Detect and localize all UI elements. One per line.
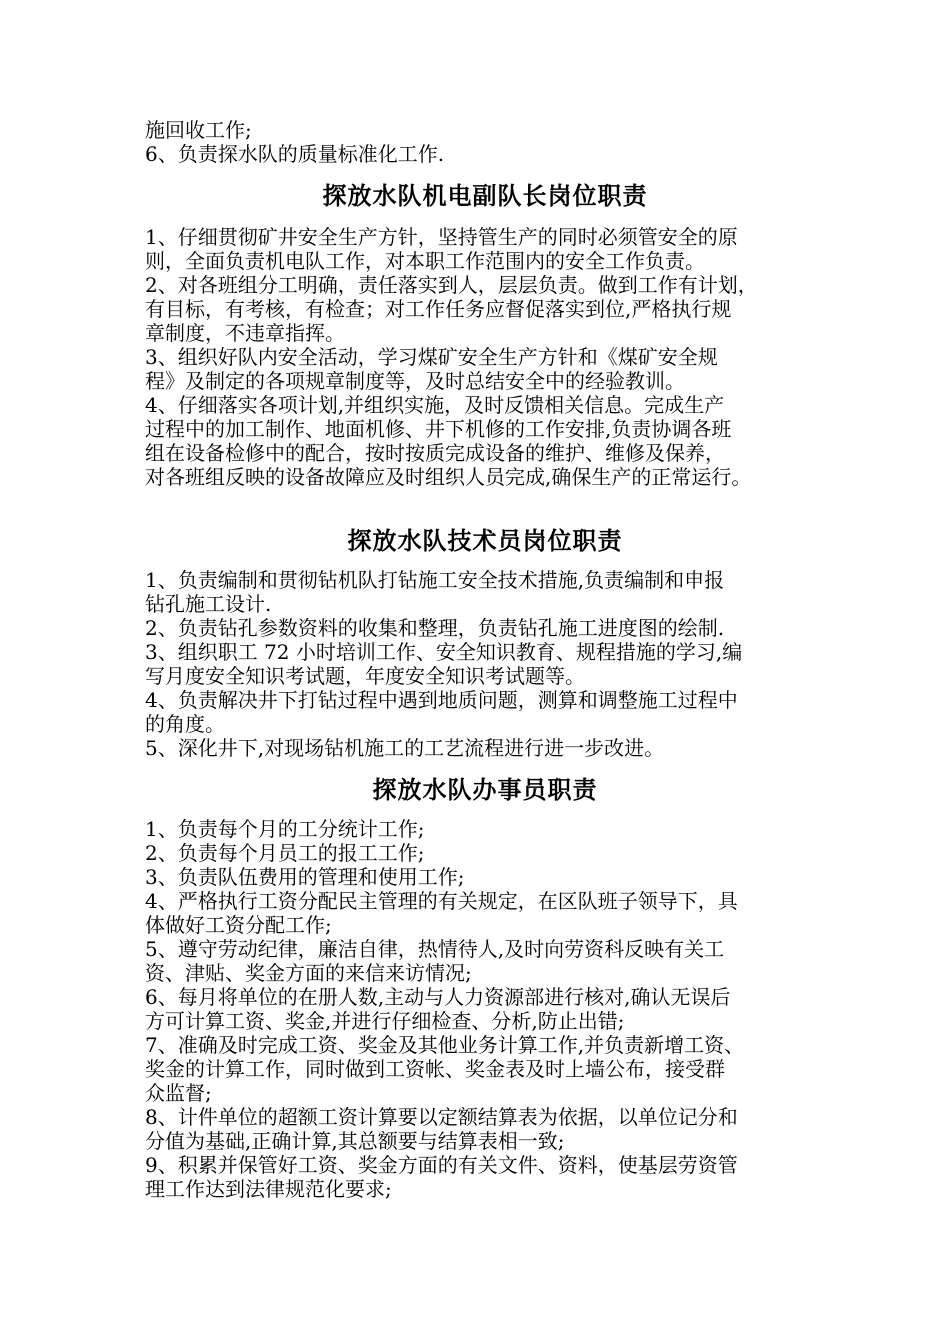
paragraph-line: 组在设备检修中的配合，按时按质完成设备的维护、维修及保养， xyxy=(145,441,725,465)
paragraph-line: 2、负责每个月员工的报工工作; xyxy=(145,841,425,865)
section-body xyxy=(145,225,825,489)
section-title: 探放水队机电副队长岗位职责 xyxy=(322,181,648,210)
paragraph-line: 7、准确及时完成工资、奖金及其他业务计算工作,并负责新增工资、 xyxy=(145,1033,745,1057)
paragraph-line: 5、遵守劳动纪律，廉洁自律，热情待人,及时向劳资科反映有关工 xyxy=(145,937,725,961)
paragraph-line: 3、组织好队内安全活动，学习煤矿安全生产方针和《煤矿安全规 xyxy=(145,345,718,369)
paragraph-line: 则，全面负责机电队工作，对本职工作范围内的安全工作负责。 xyxy=(145,249,705,273)
paragraph-line: 分值为基础,正确计算,其总额要与结算表相一致; xyxy=(145,1129,565,1153)
paragraph-line: 奖金的计算工作，同时做到工资帐、奖金表及时上墙公布，接受群 xyxy=(145,1057,725,1081)
paragraph-line: 钻孔施工设计. xyxy=(145,592,272,616)
paragraph-line: 的角度。 xyxy=(145,712,225,736)
paragraph-line: 1、仔细贯彻矿井安全生产方针，坚持管生产的同时必须管安全的原 xyxy=(145,225,738,249)
paragraph-line: 6、每月将单位的在册人数,主动与人力资源部进行核对,确认无误后 xyxy=(145,985,731,1009)
paragraph-line: 写月度安全知识考试题，年度安全知识考试题等。 xyxy=(145,664,585,688)
paragraph-line: 对各班组反映的设备故障应及时组织人员完成,确保生产的正常运行。 xyxy=(145,465,752,489)
section-title: 探放水队办事员职责 xyxy=(372,775,598,804)
paragraph-line: 资、津贴、奖金方面的来信来访情况; xyxy=(145,961,472,985)
section-title: 探放水队技术员岗位职责 xyxy=(347,526,623,555)
paragraph-line: 3、负责队伍费用的管理和使用工作; xyxy=(145,865,465,889)
paragraph-line: 程》及制定的各项规章制度等，及时总结安全中的经验教训。 xyxy=(145,369,685,393)
paragraph-line: 有目标，有考核，有检查；对工作任务应督促落实到位,严格执行规 xyxy=(145,297,732,321)
section-body xyxy=(145,568,825,760)
paragraph-line: 众监督; xyxy=(145,1081,212,1105)
intro-line: 施回收工作; xyxy=(145,118,252,142)
paragraph-line: 理工作达到法律规范化要求; xyxy=(145,1177,392,1201)
paragraph-line: 3、组织职工 72 小时培训工作、安全知识教育、规程措施的学习,编 xyxy=(145,640,743,664)
paragraph-line: 章制度，不违章指挥。 xyxy=(145,321,345,345)
paragraph-line: 2、负责钻孔参数资料的收集和整理，负责钻孔施工进度图的绘制. xyxy=(145,616,725,640)
paragraph-line: 2、对各班组分工明确，责任落实到人，层层负责。做到工作有计划， xyxy=(145,273,758,297)
paragraph-line: 9、积累并保管好工资、奖金方面的有关文件、资料，使基层劳资管 xyxy=(145,1153,738,1177)
paragraph-line: 过程中的加工制作、地面机修、井下机修的工作安排,负责协调各班 xyxy=(145,417,732,441)
paragraph-line: 1、负责每个月的工分统计工作; xyxy=(145,817,425,841)
paragraph-line: 8、计件单位的超额工资计算要以定额结算表为依据，以单位记分和 xyxy=(145,1105,738,1129)
paragraph-line: 1、负责编制和贯彻钻机队打钻施工安全技术措施,负责编制和申报 xyxy=(145,568,725,592)
paragraph-line: 5、深化井下,对现场钻机施工的工艺流程进行进一步改进。 xyxy=(145,736,665,760)
document-page xyxy=(145,118,825,1201)
paragraph-line: 体做好工资分配工作; xyxy=(145,913,332,937)
paragraph-line: 4、负责解决井下打钻过程中遇到地质问题，测算和调整施工过程中 xyxy=(145,688,738,712)
intro-line: 6、负责探水队的质量标准化工作. xyxy=(145,142,445,166)
paragraph-line: 方可计算工资、奖金,并进行仔细检查、分析,防止出错; xyxy=(145,1009,625,1033)
paragraph-line: 4、仔细落实各项计划,并组织实施，及时反馈相关信息。完成生产 xyxy=(145,393,725,417)
section-body xyxy=(145,817,825,1201)
paragraph-line: 4、严格执行工资分配民主管理的有关规定，在区队班子领导下，具 xyxy=(145,889,738,913)
